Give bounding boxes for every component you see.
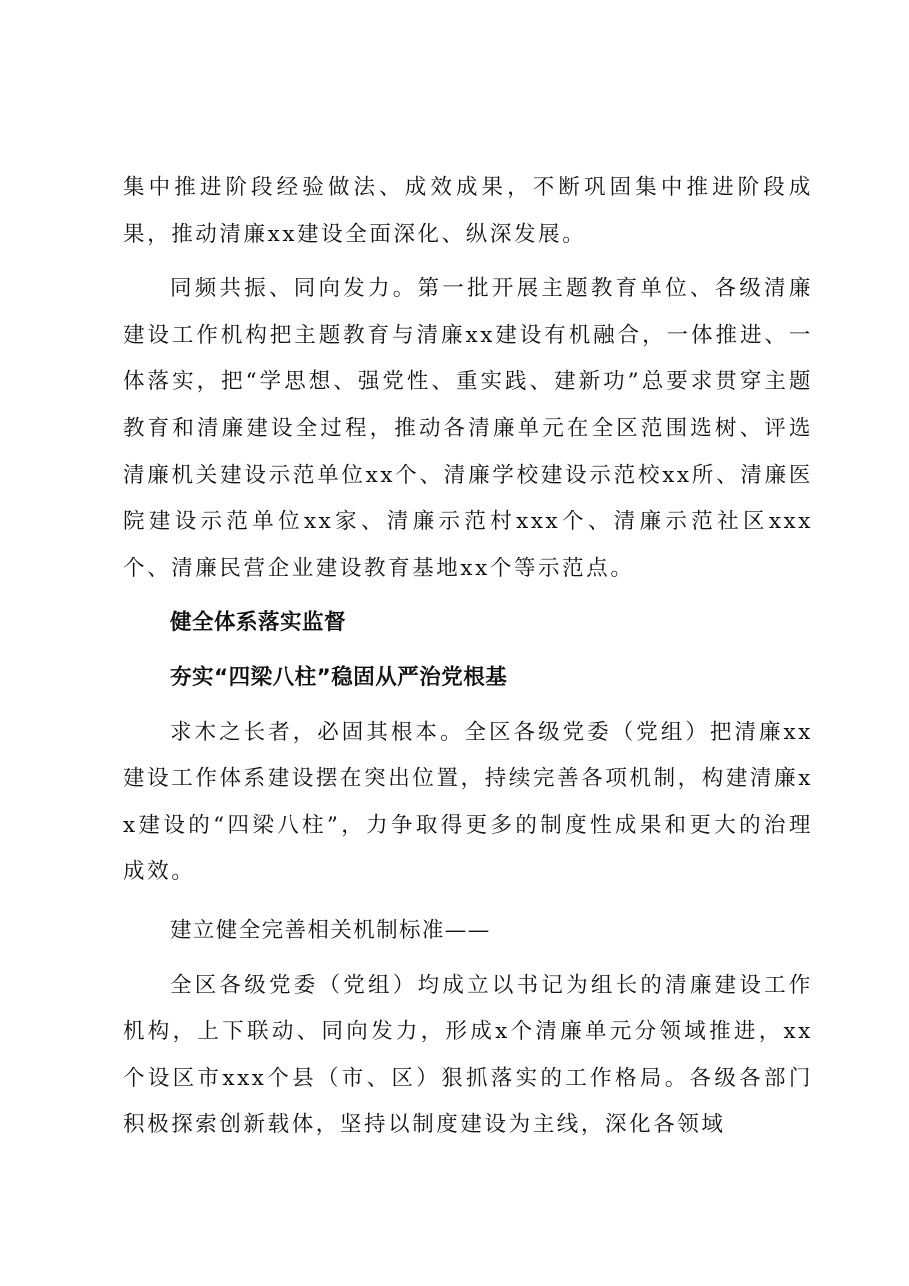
mechanism-subheading: 建立健全完善相关机制标准—— xyxy=(170,917,491,943)
document-body xyxy=(123,165,813,1149)
paragraph-foundation: 求木之长者，必固其根本。全区各级党委（党组）把清廉xx建设工作体系建设摆在突出位置，持续完善各项机制，构建清廉xx建设的“四梁八柱”，力争取得更多的制度性成果和更大的治理成效。 xyxy=(123,719,813,885)
paragraph-resonance: 同频共振、同向发力。第一批开展主题教育单位、各级清廉建设工作机构把主题教育与清廉xx建设有机融合，一体推进、一体落实，把“学思想、强党性、重实践、建新功”总要求贯穿主题教育和清廉建设全过程，推动各清廉单元在全区范围选树、评选清廉机关建设示范单位xx个、清廉学校建设示范校xx所、清廉医院建设示范单位xx家、清廉示范村xxx个、清廉示范社区xxx个、清廉民营企业建设教育基地xx个等示范点。 xyxy=(123,276,813,581)
paragraph-mechanism: 全区各级党委（党组）均成立以书记为组长的清廉建设工作机构，上下联动、同向发力，形成x个清廉单元分领域推进，xx个设区市xxx个县（市、区）狠抓落实的工作格局。各级各部门积极探索创新载体，坚持以制度建设为主线，深化各领域 xyxy=(123,972,813,1138)
section-heading: 健全体系落实监督 xyxy=(170,610,347,636)
paragraph-continuation: 集中推进阶段经验做法、成效成果，不断巩固集中推进阶段成果，推动清廉xx建设全面深化、纵深发展。 xyxy=(123,175,813,247)
section-subheading: 夯实“四梁八柱”稳固从严治党根基 xyxy=(170,664,508,690)
